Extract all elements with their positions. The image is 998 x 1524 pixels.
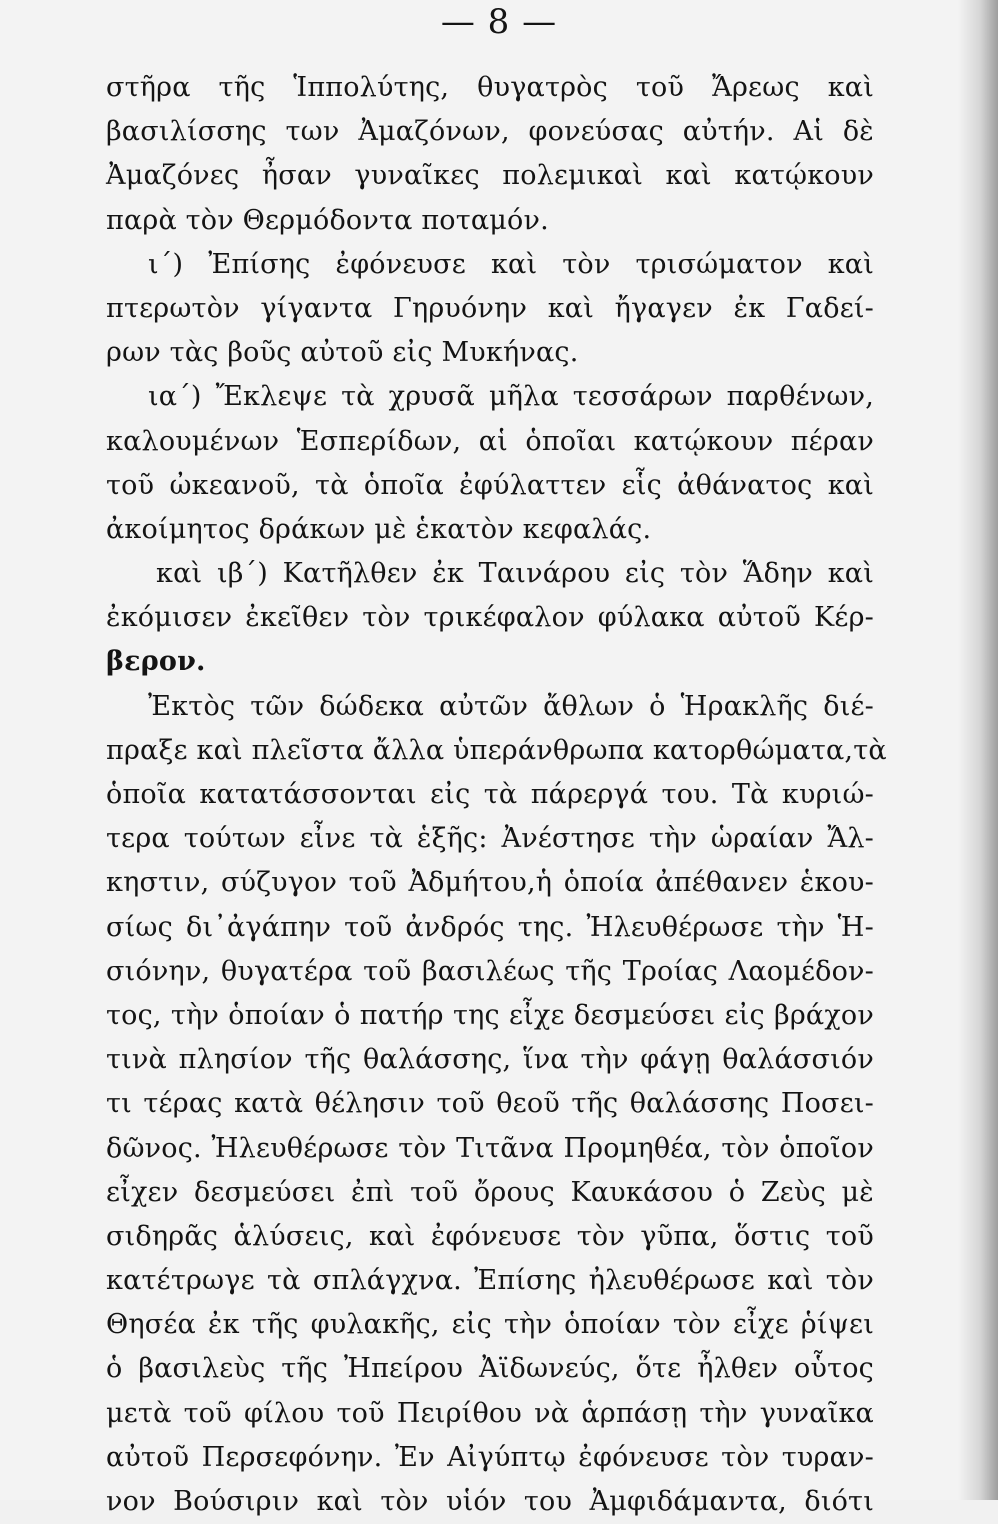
text-line: ὁ βασιλεὺς τῆς Ἠπείρου Ἀϊδωνεύς, ὅτε ἦλθεν οὗτος bbox=[106, 1353, 874, 1385]
text-line: κηστιν, σύζυγον τοῦ Ἀδμήτου,ἡ ὁποία ἀπέθανεν ἑκου- bbox=[106, 867, 874, 899]
text-line: καλουμένων Ἑσπερίδων, αἱ ὁποῖαι κατῴκουν πέραν bbox=[106, 425, 874, 457]
text-line: τινὰ πλησίον τῆς θαλάσσης, ἵνα τὴν φάγῃ θαλάσσιόν bbox=[106, 1044, 874, 1076]
text-line: εἶχεν δεσμεύσει ἐπὶ τοῦ ὄρους Καυκάσου ὁ Ζεὺς μὲ bbox=[106, 1176, 874, 1208]
text-line: σίως δι᾽ἀγάπην τοῦ ἀνδρός της. Ἠλευθέρωσε τὴν Ἡ- bbox=[106, 911, 874, 943]
text-line: ἐκόμισεν ἐκεῖθεν τὸν τρικέφαλον φύλακα αὐτοῦ Κέρ- bbox=[106, 602, 874, 634]
text-line: αὐτοῦ Περσεφόνην. Ἐν Αἰγύπτῳ ἐφόνευσε τὸν τυραν- bbox=[106, 1441, 874, 1473]
text-line: σιόνην, θυγατέρα τοῦ βασιλέως τῆς Τροίας Λαομέδον- bbox=[106, 955, 874, 987]
text-line: τοῦ ὠκεανοῦ, τὰ ὁποῖα ἐφύλαττεν εἷς ἀθάνατος καὶ bbox=[106, 469, 874, 501]
text-line: Θησέα ἐκ τῆς φυλακῆς, εἰς τὴν ὁποίαν τὸν εἶχε ῥίψει bbox=[106, 1309, 874, 1341]
page-number: — 8 — bbox=[440, 2, 558, 42]
text-line: καὶ ιβ΄) Κατῆλθεν ἐκ Ταινάρου εἰς τὸν Ἅδην καὶ bbox=[156, 558, 874, 590]
text-line: πραξε καὶ πλεῖστα ἄλλα ὑπεράνθρωπα κατορθώματα,τὰ bbox=[106, 734, 887, 766]
text-line: δῶνος. Ἠλευθέρωσε τὸν Τιτᾶνα Προμηθέα, τὸν ὁποῖον bbox=[106, 1132, 874, 1164]
text-line: Ἐκτὸς τῶν δώδεκα αὐτῶν ἄθλων ὁ Ἡρακλῆς διέ- bbox=[148, 690, 874, 722]
text-line: τι τέρας κατὰ θέλησιν τοῦ θεοῦ τῆς θαλάσσης Ποσει- bbox=[106, 1088, 874, 1120]
text-line: κατέτρωγε τὰ σπλάγχνα. Ἐπίσης ἠλευθέρωσε καὶ τὸν bbox=[106, 1265, 874, 1297]
text-line: βασιλίσσης των Ἀμαζόνων, φονεύσας αὐτήν. Αἱ δὲ bbox=[106, 116, 874, 148]
text-line: ρων τὰς βοῦς αὐτοῦ εἰς Μυκήνας. bbox=[106, 337, 579, 369]
text-line: Ἀμαζόνες ἦσαν γυναῖκες πολεμικαὶ καὶ κατῴκουν bbox=[106, 160, 874, 192]
page-edge-shadow bbox=[958, 0, 998, 1500]
text-line: τος, τὴν ὁποίαν ὁ πατήρ της εἶχε δεσμεύσει εἰς βράχον bbox=[106, 999, 874, 1031]
text-line: τερα τούτων εἶνε τὰ ἑξῆς: Ἀνέστησε τὴν ὡραίαν Ἄλ- bbox=[106, 823, 874, 855]
text-line: μετὰ τοῦ φίλου τοῦ Πειρίθου νὰ ἁρπάσῃ τὴν γυναῖκα bbox=[106, 1397, 874, 1429]
text-line: ια΄) Ἔκλεψε τὰ χρυσᾶ μῆλα τεσσάρων παρθένων, bbox=[148, 381, 874, 413]
body-text bbox=[106, 66, 887, 1524]
text-line: ὁποῖα κατατάσσονται εἰς τὰ πάρεργά του. Τὰ κυριώ- bbox=[106, 779, 874, 810]
text-line: παρὰ τὸν Θερμόδοντα ποταμόν. bbox=[106, 204, 549, 236]
text-line: σιδηρᾶς ἁλύσεις, καὶ ἐφόνευσε τὸν γῦπα, ὅστις τοῦ bbox=[106, 1220, 874, 1252]
text-line: πτερωτὸν γίγαντα Γηρυόνην καὶ ἤγαγεν ἐκ Γαδεί- bbox=[106, 292, 874, 324]
text-line: στῆρα τῆς Ἱππολύτης, θυγατρὸς τοῦ Ἄρεως καὶ bbox=[106, 72, 874, 103]
text-line: νον Βούσιριν καὶ τὸν υἱόν του Ἀμφιδάμαντα, διότι bbox=[106, 1486, 874, 1517]
text-line: ι΄) Ἐπίσης ἐφόνευσε καὶ τὸν τρισώματον καὶ bbox=[148, 248, 874, 280]
text-line: ἀκοίμητος δράκων μὲ ἑκατὸν κεφαλάς. bbox=[106, 513, 652, 545]
text-line: βερον. bbox=[106, 646, 206, 678]
